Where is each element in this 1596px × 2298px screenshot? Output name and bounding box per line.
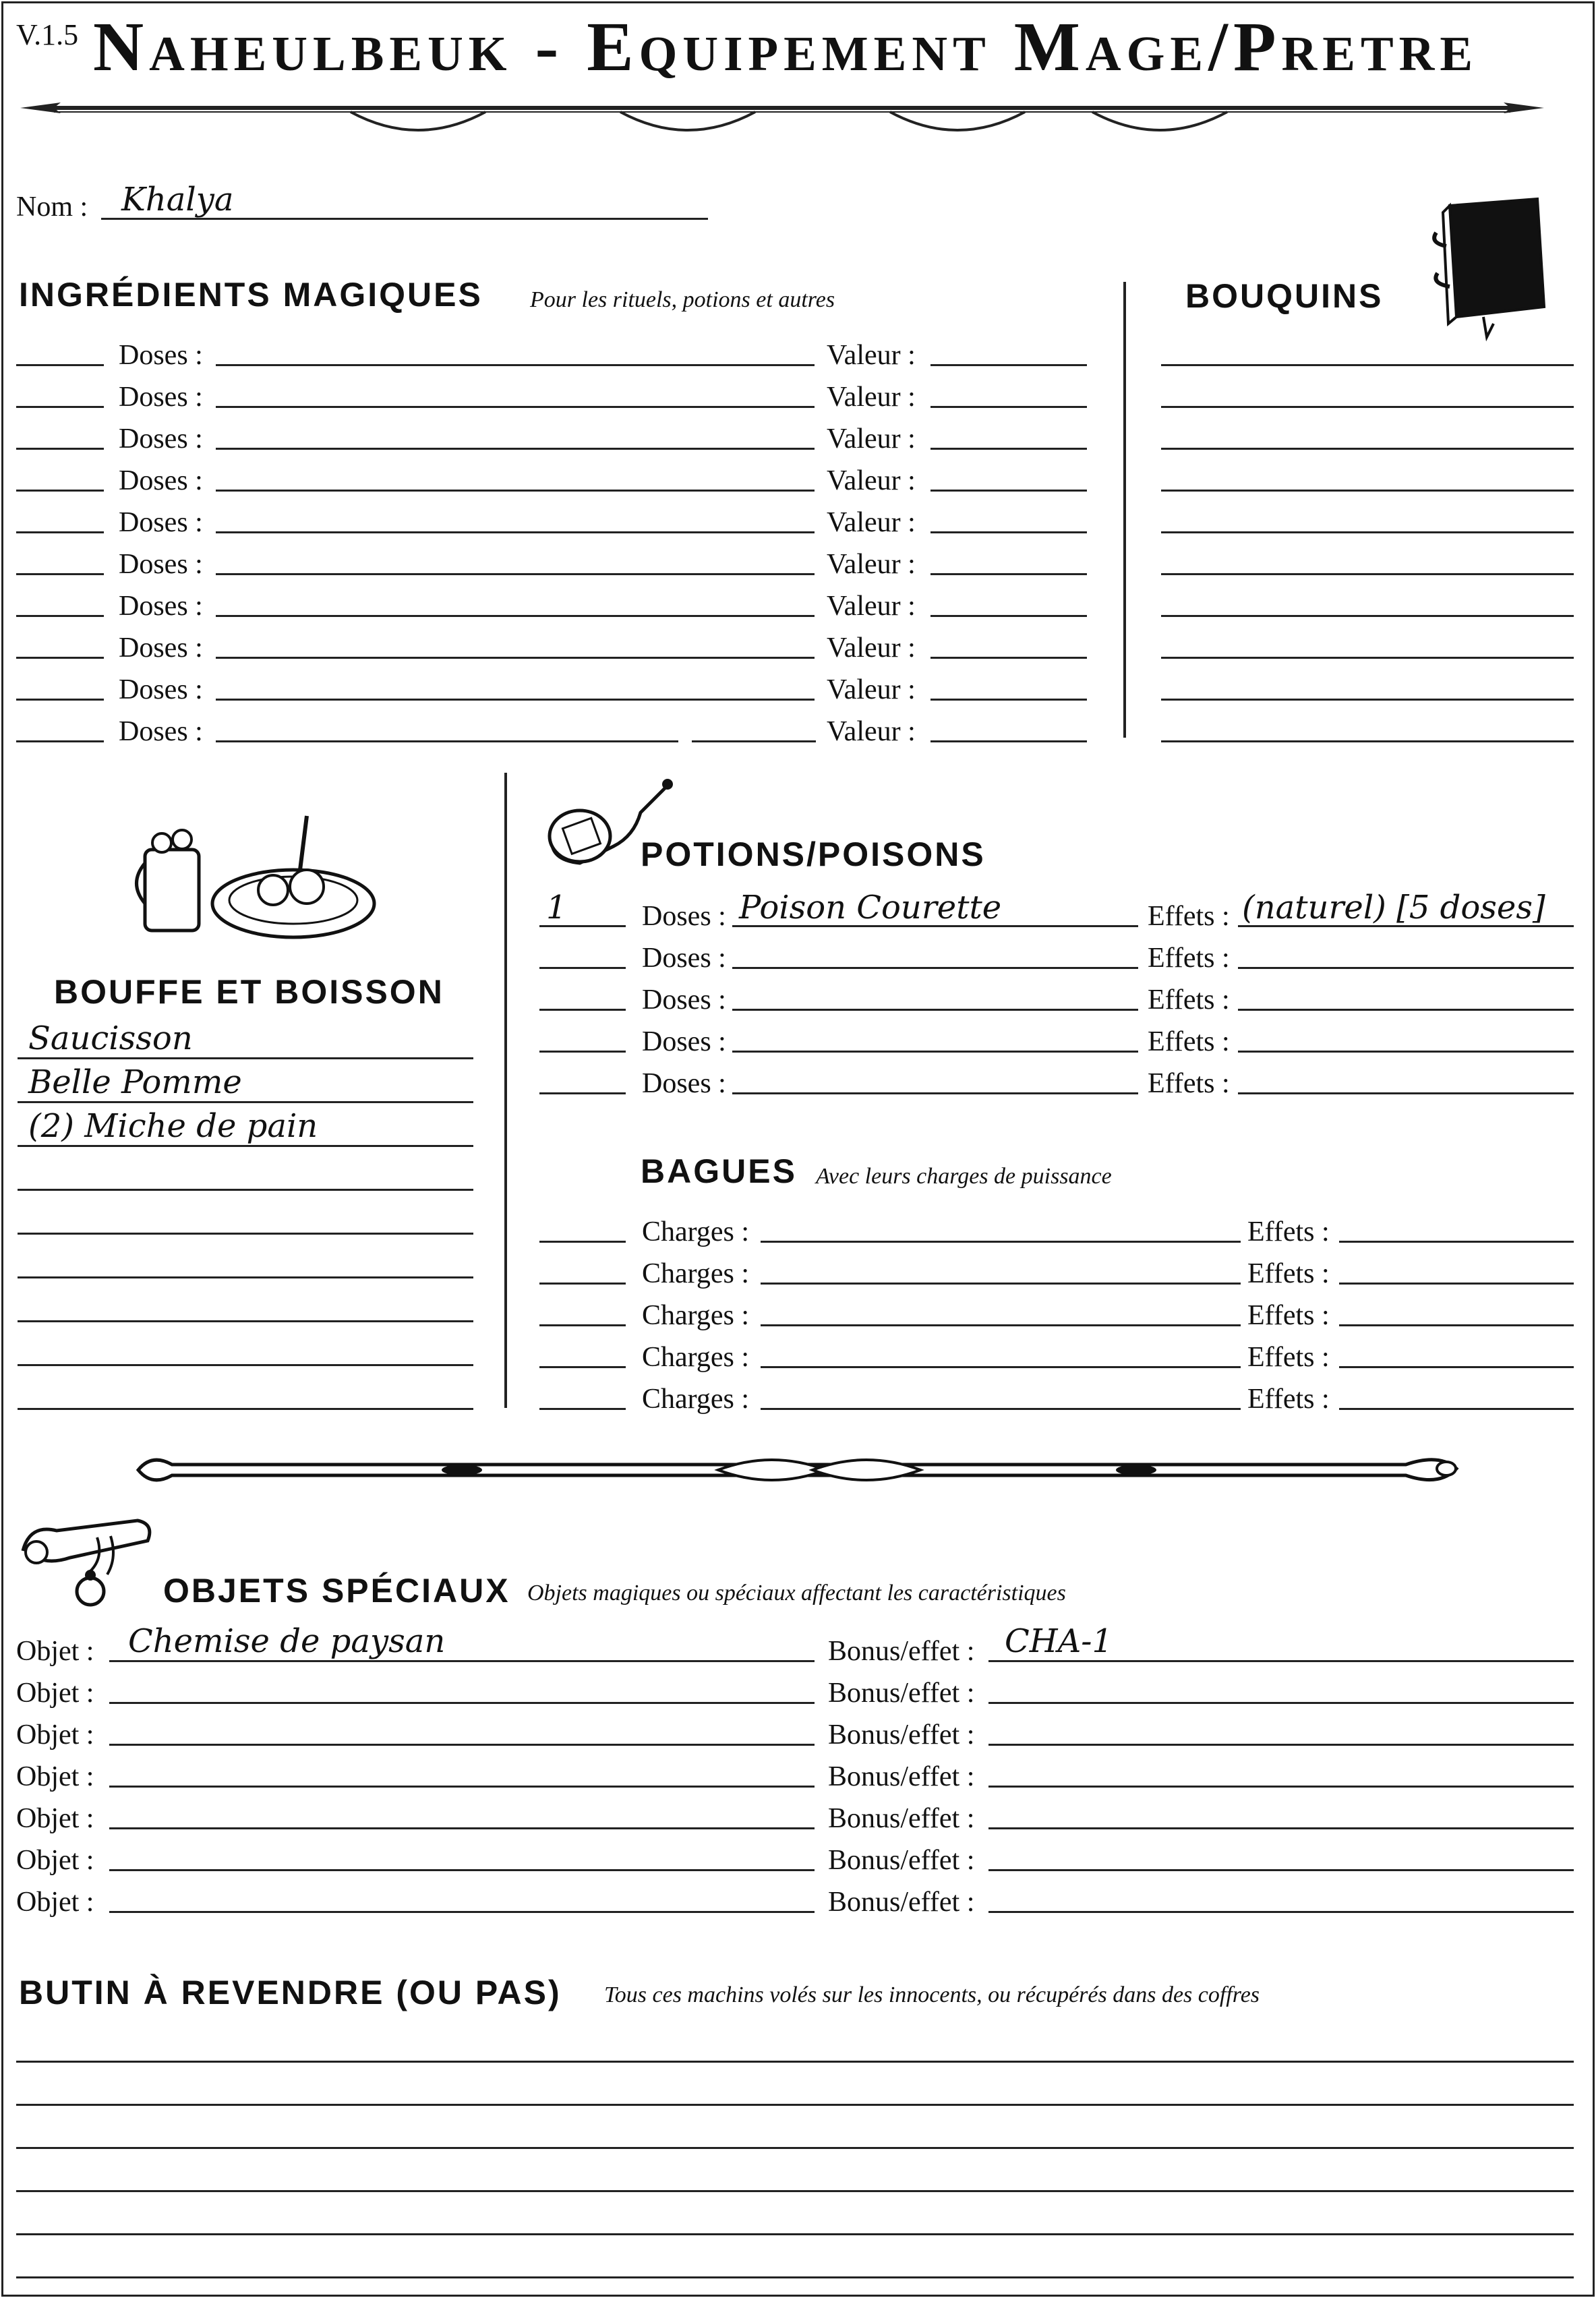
- bonus-label: Bonus/effet :: [828, 1678, 975, 1709]
- food-item[interactable]: Belle Pomme: [28, 1063, 242, 1101]
- food-line[interactable]: [18, 1189, 473, 1191]
- ring-charges-label: Charges :: [642, 1258, 750, 1289]
- bonus-label: Bonus/effet :: [828, 1887, 975, 1918]
- ingredient-value-label: Valeur :: [827, 632, 916, 664]
- object-label: Objet :: [16, 1719, 94, 1750]
- food-item[interactable]: (2) Miche de pain: [28, 1107, 318, 1145]
- object-line[interactable]: [109, 1702, 815, 1704]
- potion-doses-label: Doses :: [642, 1068, 726, 1099]
- rings-title: BAGUES: [641, 1152, 797, 1190]
- ring-qty-line[interactable]: [539, 1324, 626, 1326]
- ingredient-name-line[interactable]: [692, 740, 816, 742]
- page-title: Naheulbeuk - Equipement Mage/Pretre: [93, 8, 1479, 86]
- ingredient-value-label: Valeur :: [827, 465, 916, 496]
- ingredient-value-line[interactable]: [930, 657, 1087, 659]
- ingredient-value-line[interactable]: [930, 406, 1087, 408]
- ring-effect-line[interactable]: [1339, 1366, 1574, 1368]
- ingredient-value-line[interactable]: [930, 740, 1087, 742]
- potion-qty[interactable]: 1: [546, 889, 567, 926]
- bonus-label: Bonus/effet :: [828, 1719, 975, 1750]
- food-line[interactable]: [18, 1101, 473, 1103]
- scroll-ring-icon: [16, 1510, 158, 1612]
- ring-charges-line[interactable]: [761, 1241, 1241, 1243]
- bonus-line[interactable]: [988, 1786, 1574, 1788]
- version-label: V.1.5: [16, 18, 79, 51]
- loot-subtitle: Tous ces machins volés sur les innocents, ou récupérés dans des coffres: [604, 1982, 1260, 2007]
- potion-name-line[interactable]: [732, 1092, 1138, 1094]
- books-title: BOUQUINS: [1185, 277, 1384, 315]
- object-line[interactable]: [109, 1786, 815, 1788]
- ingredient-doses-label: Doses :: [119, 340, 203, 371]
- potions-title: POTIONS/POISONS: [641, 835, 986, 873]
- potion-name[interactable]: Poison Courette: [739, 889, 1002, 926]
- ring-qty-line[interactable]: [539, 1283, 626, 1285]
- ingredient-doses-label: Doses :: [119, 382, 203, 413]
- object-label: Objet :: [16, 1678, 94, 1709]
- ingredient-qty-line[interactable]: [16, 406, 104, 408]
- ingredient-qty-line[interactable]: [16, 490, 104, 492]
- food-line[interactable]: [18, 1364, 473, 1366]
- ring-qty-line[interactable]: [539, 1241, 626, 1243]
- ring-effects-label: Effets :: [1247, 1258, 1330, 1289]
- food-item[interactable]: Saucisson: [28, 1020, 193, 1057]
- book-line[interactable]: [1161, 490, 1574, 492]
- food-platter-icon: [138, 802, 374, 944]
- object-label: Objet :: [16, 1636, 94, 1667]
- ring-qty-line[interactable]: [539, 1408, 626, 1410]
- potion-doses-label: Doses :: [642, 984, 726, 1015]
- ingredient-value-label: Valeur :: [827, 591, 916, 622]
- object-line[interactable]: [109, 1911, 815, 1913]
- bonus-label: Bonus/effet :: [828, 1761, 975, 1792]
- ring-effect-line[interactable]: [1339, 1408, 1574, 1410]
- potion-effects-label: Effets :: [1148, 901, 1230, 932]
- ingredient-doses-label: Doses :: [119, 674, 203, 705]
- ingredient-qty-line[interactable]: [16, 740, 104, 742]
- bonus-label: Bonus/effet :: [828, 1636, 975, 1667]
- ring-charges-line[interactable]: [761, 1324, 1241, 1326]
- food-line[interactable]: [18, 1408, 473, 1410]
- object-line[interactable]: [109, 1827, 815, 1829]
- special-subtitle: Objets magiques ou spéciaux affectant les caractéristiques: [527, 1581, 1066, 1605]
- potion-effects-label: Effets :: [1148, 943, 1230, 974]
- ingredient-name-line[interactable]: [216, 699, 815, 701]
- ring-charges-line[interactable]: [761, 1366, 1241, 1368]
- bonus-label: Bonus/effet :: [828, 1803, 975, 1834]
- potion-effect[interactable]: (naturel) [5 doses]: [1242, 889, 1545, 926]
- ingredient-doses-label: Doses :: [119, 632, 203, 664]
- ingredient-doses-label: Doses :: [119, 465, 203, 496]
- loot-line[interactable]: [16, 2190, 1574, 2192]
- potion-doses-label: Doses :: [642, 901, 726, 932]
- ingredient-name-line[interactable]: [216, 740, 678, 742]
- ingredient-name-line[interactable]: [216, 448, 815, 450]
- bonus-line[interactable]: [988, 1911, 1574, 1913]
- object-label: Objet :: [16, 1803, 94, 1834]
- food-line[interactable]: [18, 1145, 473, 1147]
- ring-effects-label: Effets :: [1247, 1384, 1330, 1415]
- ingredient-name-line[interactable]: [216, 364, 815, 366]
- book-line[interactable]: [1161, 406, 1574, 408]
- ring-effects-label: Effets :: [1247, 1300, 1330, 1331]
- ingredient-value-label: Valeur :: [827, 716, 916, 747]
- ingredient-name-line[interactable]: [216, 531, 815, 533]
- ingredient-doses-label: Doses :: [119, 507, 203, 538]
- potion-qty-line[interactable]: [539, 1009, 626, 1011]
- potion-effects-label: Effets :: [1148, 1026, 1230, 1057]
- sheet-border: [1, 1, 1595, 2297]
- ingredients-subtitle: Pour les rituels, potions et autres: [530, 287, 835, 312]
- book-line[interactable]: [1161, 531, 1574, 533]
- potion-name-line[interactable]: [732, 967, 1138, 969]
- ring-effects-label: Effets :: [1247, 1342, 1330, 1373]
- ingredients-title: INGRÉDIENTS MAGIQUES: [19, 276, 483, 314]
- staff-divider-icon: [125, 1450, 1460, 1490]
- ingredient-name-line[interactable]: [216, 406, 815, 408]
- object-label: Objet :: [16, 1761, 94, 1792]
- ingredient-doses-label: Doses :: [119, 549, 203, 580]
- object-line[interactable]: [109, 1660, 815, 1662]
- loot-line[interactable]: [16, 2276, 1574, 2278]
- bonus-label: Bonus/effet :: [828, 1845, 975, 1876]
- ring-effect-line[interactable]: [1339, 1283, 1574, 1285]
- bonus-line[interactable]: [988, 1702, 1574, 1704]
- ingredient-qty-line[interactable]: [16, 573, 104, 575]
- ingredient-value-line[interactable]: [930, 490, 1087, 492]
- loot-title: BUTIN À REVENDRE (OU PAS): [19, 1974, 562, 2011]
- ingredient-value-line[interactable]: [930, 573, 1087, 575]
- ingredient-name-line[interactable]: [216, 615, 815, 617]
- ring-charges-line[interactable]: [761, 1283, 1241, 1285]
- loot-line[interactable]: [16, 2147, 1574, 2149]
- loot-line[interactable]: [16, 2061, 1574, 2063]
- special-title: OBJETS SPÉCIAUX: [163, 1572, 510, 1610]
- book-line[interactable]: [1161, 615, 1574, 617]
- ingredient-value-line[interactable]: [930, 615, 1087, 617]
- ingredient-value-line[interactable]: [930, 364, 1087, 366]
- object-line[interactable]: [109, 1744, 815, 1746]
- book-line[interactable]: [1161, 573, 1574, 575]
- ingredient-value-line[interactable]: [930, 531, 1087, 533]
- potion-qty-line[interactable]: [539, 1051, 626, 1053]
- ingredient-value-line[interactable]: [930, 448, 1087, 450]
- ingredient-value-label: Valeur :: [827, 507, 916, 538]
- book-icon: [1429, 192, 1551, 334]
- object-label: Objet :: [16, 1887, 94, 1918]
- ingredient-value-label: Valeur :: [827, 674, 916, 705]
- ingredient-qty-line[interactable]: [16, 615, 104, 617]
- potion-qty-line[interactable]: [539, 1092, 626, 1094]
- ring-effects-label: Effets :: [1247, 1216, 1330, 1247]
- object-value[interactable]: Chemise de paysan: [128, 1622, 446, 1660]
- ingredient-qty-line[interactable]: [16, 364, 104, 366]
- potion-qty-line[interactable]: [539, 967, 626, 969]
- ring-charges-label: Charges :: [642, 1342, 750, 1373]
- book-line[interactable]: [1161, 699, 1574, 701]
- ingredient-name-line[interactable]: [216, 490, 815, 492]
- book-line[interactable]: [1161, 448, 1574, 450]
- potion-effect-line[interactable]: [1238, 967, 1574, 969]
- ring-effect-line[interactable]: [1339, 1324, 1574, 1326]
- ingredient-value-label: Valeur :: [827, 423, 916, 454]
- potion-effect-line[interactable]: [1238, 1092, 1574, 1094]
- ingredient-qty-line[interactable]: [16, 448, 104, 450]
- potion-effects-label: Effets :: [1148, 984, 1230, 1015]
- ingredient-qty-line[interactable]: [16, 699, 104, 701]
- potion-effects-label: Effets :: [1148, 1068, 1230, 1099]
- ring-effect-line[interactable]: [1339, 1241, 1574, 1243]
- ingredient-doses-label: Doses :: [119, 716, 203, 747]
- spear-divider-icon: [13, 88, 1564, 142]
- ingredient-value-label: Valeur :: [827, 382, 916, 413]
- ring-qty-line[interactable]: [539, 1366, 626, 1368]
- ring-charges-line[interactable]: [761, 1408, 1241, 1410]
- potion-effect-line[interactable]: [1238, 1009, 1574, 1011]
- object-line[interactable]: [109, 1869, 815, 1871]
- ingredient-qty-line[interactable]: [16, 657, 104, 659]
- ring-charges-label: Charges :: [642, 1384, 750, 1415]
- name-field[interactable]: Khalya: [121, 181, 234, 218]
- ingredient-name-line[interactable]: [216, 573, 815, 575]
- potion-effect-line[interactable]: [1238, 1051, 1574, 1053]
- ingredient-name-line[interactable]: [216, 657, 815, 659]
- ring-charges-label: Charges :: [642, 1300, 750, 1331]
- ingredient-value-label: Valeur :: [827, 340, 916, 371]
- potion-doses-label: Doses :: [642, 1026, 726, 1057]
- bonus-line[interactable]: [988, 1660, 1574, 1662]
- ingredient-doses-label: Doses :: [119, 423, 203, 454]
- ingredient-qty-line[interactable]: [16, 531, 104, 533]
- name-label: Nom :: [16, 192, 88, 223]
- book-line[interactable]: [1161, 740, 1574, 742]
- food-line[interactable]: [18, 1057, 473, 1059]
- ingredient-value-label: Valeur :: [827, 549, 916, 580]
- potion-name-line[interactable]: [732, 1009, 1138, 1011]
- ingredient-doses-label: Doses :: [119, 591, 203, 622]
- loot-line[interactable]: [16, 2104, 1574, 2106]
- food-line[interactable]: [18, 1276, 473, 1278]
- potion-doses-label: Doses :: [642, 943, 726, 974]
- bonus-value[interactable]: CHA-1: [1005, 1622, 1113, 1660]
- loot-line[interactable]: [16, 2233, 1574, 2235]
- rings-subtitle: Avec leurs charges de puissance: [816, 1164, 1112, 1189]
- bonus-line[interactable]: [988, 1744, 1574, 1746]
- potion-name-line[interactable]: [732, 1051, 1138, 1053]
- bonus-line[interactable]: [988, 1869, 1574, 1871]
- ring-charges-label: Charges :: [642, 1216, 750, 1247]
- book-line[interactable]: [1161, 364, 1574, 366]
- bonus-line[interactable]: [988, 1827, 1574, 1829]
- ingredient-value-line[interactable]: [930, 699, 1087, 701]
- object-label: Objet :: [16, 1845, 94, 1876]
- book-line[interactable]: [1161, 657, 1574, 659]
- food-line[interactable]: [18, 1320, 473, 1322]
- food-line[interactable]: [18, 1233, 473, 1235]
- food-title: BOUFFE ET BOISSON: [54, 973, 444, 1011]
